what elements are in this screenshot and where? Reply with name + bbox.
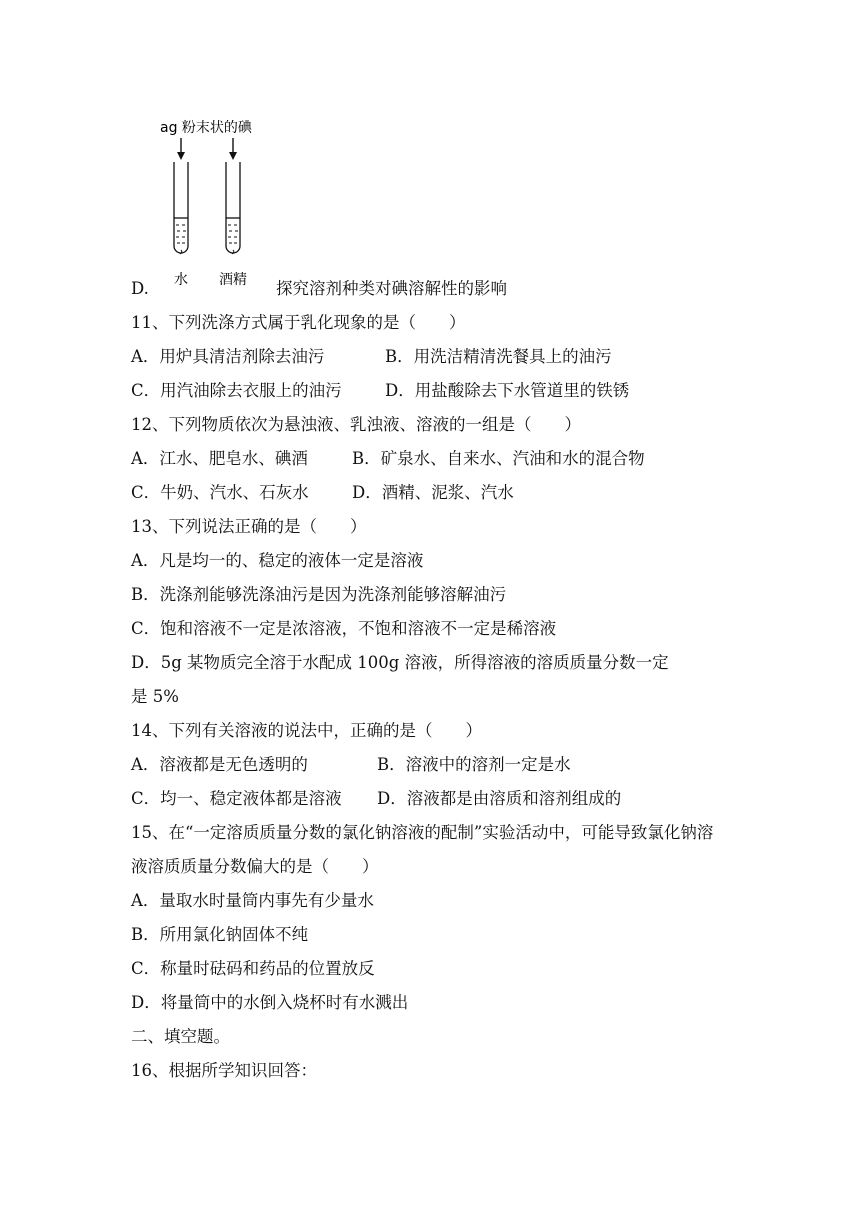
q11-stem: 11、下列洗涤方式属于乳化现象的是（ ） (131, 313, 466, 332)
q12-option-d: D．酒精、泥浆、汽水 (352, 483, 514, 502)
figure-label-alcohol: 酒精 (219, 272, 247, 288)
q13-option-d-line1: D．5g 某物质完全溶于水配成 100g 溶液，所得溶液的溶质质量分数一定 (131, 653, 669, 672)
q15-option-b: B．所用氯化钠固体不纯 (131, 925, 309, 944)
q11-option-b: B．用洗洁精清洗餐具上的油污 (385, 347, 612, 366)
q12-option-c: C．牛奶、汽水、石灰水 (131, 483, 309, 502)
q14-option-b: B．溶液中的溶剂一定是水 (377, 755, 571, 774)
arrow-left-icon (177, 138, 185, 160)
q13-stem: 13、下列说法正确的是（ ） (131, 517, 367, 536)
q14-option-d: D．溶液都是由溶质和溶剂组成的 (377, 789, 622, 808)
q12-option-b: B．矿泉水、自来水、汽油和水的混合物 (352, 449, 645, 468)
q15-stem-line1: 15、在“一定溶质质量分数的氯化钠溶液的配制”实验活动中，可能导致氯化钠溶 (131, 823, 714, 842)
q10-option-d-text: 探究溶剂种类对碘溶解性的影响 (276, 279, 507, 298)
q16-stem: 16、根据所学知识回答： (131, 1061, 317, 1080)
q12-option-a: A．江水、肥皂水、碘酒 (131, 449, 308, 468)
q14-option-a: A．溶液都是无色透明的 (131, 755, 308, 774)
test-tube-right (226, 162, 240, 254)
figure-top-label: ag 粉末状的碘 (160, 120, 252, 136)
q13-option-d-line2: 是 5% (131, 687, 179, 706)
q13-option-c: C．饱和溶液不一定是浓溶液，不饱和溶液不一定是稀溶液 (131, 619, 557, 638)
q15-option-d: D．将量筒中的水倒入烧杯时有水溅出 (131, 993, 409, 1012)
q15-stem-line2: 液溶质质量分数偏大的是（ ） (131, 857, 379, 876)
q14-option-c: C．均一、稳定液体都是溶液 (131, 789, 342, 808)
arrow-right-icon (229, 138, 237, 160)
test-tube-figure (160, 118, 275, 290)
section-heading-fill-in: 二、填空题。 (131, 1027, 230, 1046)
q11-option-a: A．用炉具清洁剂除去油污 (131, 347, 325, 366)
q11-option-c: C．用汽油除去衣服上的油污 (131, 381, 342, 400)
q12-stem: 12、下列物质依次为悬浊液、乳浊液、溶液的一组是（ ） (131, 415, 581, 434)
q15-option-c: C．称量时砝码和药品的位置放反 (131, 959, 375, 978)
q13-option-b: B．洗涤剂能够洗涤油污是因为洗涤剂能够溶解油污 (131, 585, 507, 604)
test-tube-left (174, 162, 188, 254)
figure-label-water: 水 (174, 272, 188, 288)
q11-option-d: D．用盐酸除去下水管道里的铁锈 (385, 381, 630, 400)
q10-option-d-letter: D. (131, 279, 149, 298)
q14-stem: 14、下列有关溶液的说法中，正确的是（ ） (131, 721, 482, 740)
q13-option-a: A．凡是均一的、稳定的液体一定是溶液 (131, 551, 424, 570)
q15-option-a: A．量取水时量筒内事先有少量水 (131, 891, 374, 910)
